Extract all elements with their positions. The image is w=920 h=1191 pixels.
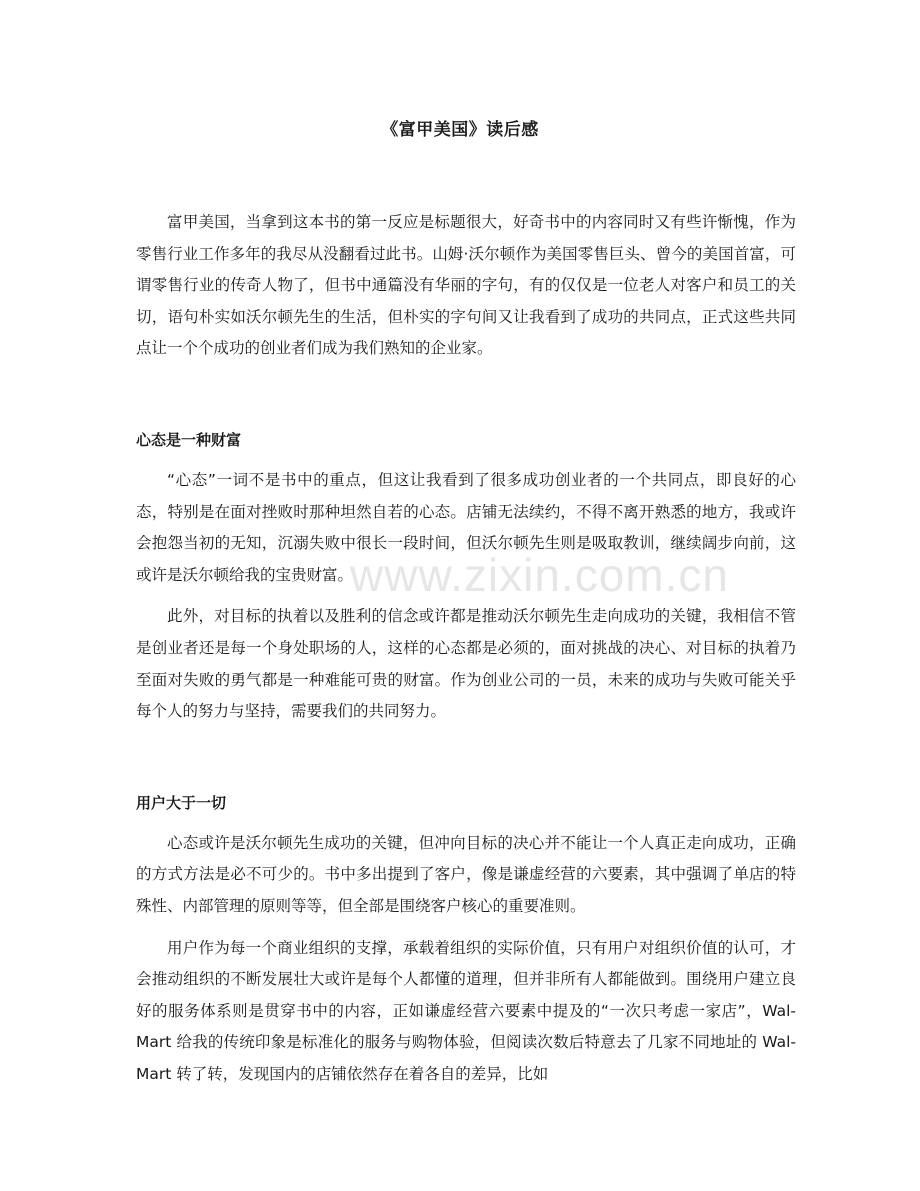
section-heading-mindset: 心态是一种财富 [136,430,242,449]
document-body [136,207,796,1090]
section-heading-users: 用户大于一切 [136,793,227,812]
watermark: www.zixin.com.cn [350,549,729,601]
section-paragraph: “心态”一词不是书中的重点，但这让我看到了很多成功创业者的一个共同点，即良好的心态，特别是在面对挫败时那种坦然自若的心态。店铺无法续约，不得不离开熟悉的地方，我或许会抱怨当初的无知，沉溺失败中很长一段时间，但沃尔顿先生则是吸取教训，继续阔步向前，这或许是沃尔顿给我的宝贵财富。 [136,470,796,584]
section-paragraph: 心态或许是沃尔顿先生成功的关键，但冲向目标的决心并不能让一个人真正走向成功，正确的方式方法是必不可少的。书中多出提到了客户，像是谦虚经营的六要素，其中强调了单店的特殊性、内部管理的原则等等，但全部是围绕客户核心的重要准则。 [136,833,796,915]
document-title: 《富甲美国》读后感 [381,120,539,140]
section-paragraph: 此外，对目标的执着以及胜利的信念或许都是推动沃尔顿先生走向成功的关键，我相信不管是创业者还是每一个身处职场的人，这样的心态都是必须的，面对挑战的决心、对目标的执着乃至面对失败的勇气都是一种难能可贵的财富。作为创业公司的一员，未来的成功与失败可能关乎每个人的努力与坚持，需要我们的共同努力。 [136,607,796,721]
section-paragraph: 用户作为每一个商业组织的支撑，承载着组织的实际价值，只有用户对组织价值的认可，才会推动组织的不断发展壮大或许是每个人都懂的道理，但并非所有人都能做到。围绕用户建立良好的服务体系则是贯穿书中的内容，正如谦虚经营六要素中提及的“一次只考虑一家店”，Wal-Mart 给我的传统印象是标准化的服务与购物体验，但阅读次数后特意去了几家不同地址的 Wal-Mart 转了转，发现国内的店铺依然存在着各自的差异，比如 [136,938,796,1083]
intro-paragraph: 富甲美国，当拿到这本书的第一反应是标题很大，好奇书中的内容同时又有些许惭愧，作为零售行业工作多年的我尽从没翻看过此书。山姆·沃尔顿作为美国零售巨头、曾今的美国首富，可谓零售行业的传奇人物了，但书中通篇没有华丽的字句，有的仅仅是一位老人对客户和员工的关切，语句朴实如沃尔顿先生的生活，但朴实的字句间又让我看到了成功的共同点，正式这些共同点让一个个成功的创业者们成为我们熟知的企业家。 [136,213,796,358]
